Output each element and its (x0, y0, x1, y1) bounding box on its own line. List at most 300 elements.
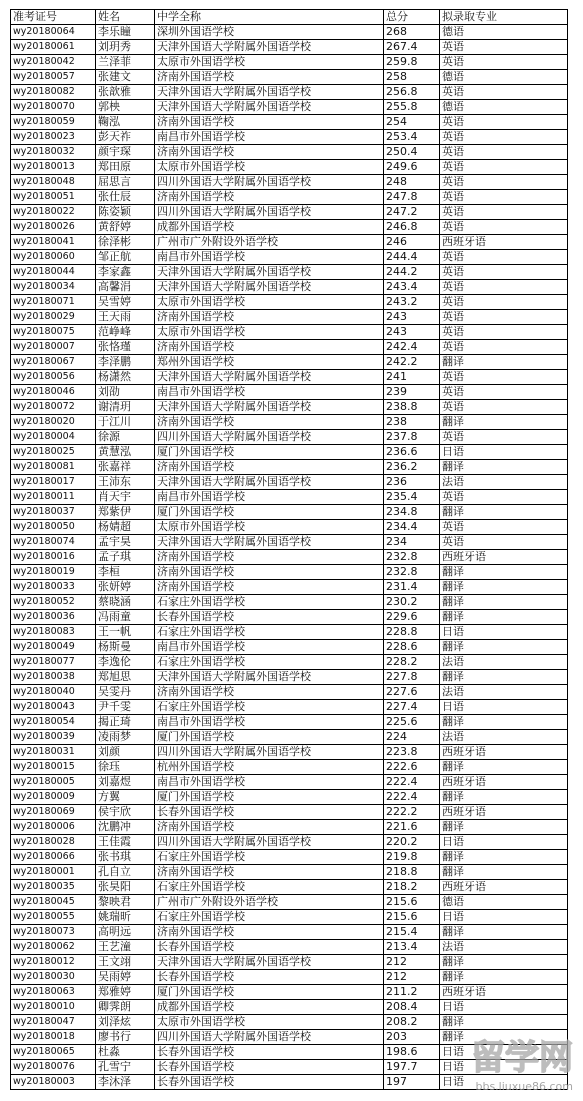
cell-score: 267.4 (384, 40, 440, 55)
cell-name: 高明远 (96, 925, 155, 940)
cell-score: 248 (384, 175, 440, 190)
cell-major: 翻译 (440, 565, 568, 580)
cell-score: 220.2 (384, 835, 440, 850)
table-row (11, 130, 568, 145)
cell-name: 廖书行 (96, 1030, 155, 1045)
cell-score: 249.6 (384, 160, 440, 175)
cell-school: 广州市广外附设外语学校 (155, 895, 384, 910)
cell-exam-id: wy20180042 (11, 55, 96, 70)
cell-score: 243 (384, 325, 440, 340)
table-row (11, 535, 568, 550)
cell-score: 234.4 (384, 520, 440, 535)
cell-score: 268 (384, 25, 440, 40)
table-row (11, 250, 568, 265)
cell-exam-id: wy20180041 (11, 235, 96, 250)
table-row (11, 145, 568, 160)
cell-school: 长春外国语学校 (155, 610, 384, 625)
cell-major: 日语 (440, 1000, 568, 1015)
cell-exam-id: wy20180037 (11, 505, 96, 520)
cell-name: 孔雪宁 (96, 1060, 155, 1075)
table-row (11, 595, 568, 610)
cell-exam-id: wy20180083 (11, 625, 96, 640)
cell-school: 天津外国语大学附属外国语学校 (155, 475, 384, 490)
cell-name: 黄舒婷 (96, 220, 155, 235)
cell-school: 南昌市外国语学校 (155, 775, 384, 790)
cell-school: 太原市外国语学校 (155, 55, 384, 70)
table-row (11, 625, 568, 640)
cell-major: 英语 (440, 115, 568, 130)
header-school: 中学全称 (155, 10, 384, 25)
cell-school: 成都外国语学校 (155, 220, 384, 235)
cell-school: 南昌市外国语学校 (155, 490, 384, 505)
table-row (11, 805, 568, 820)
cell-school: 南昌市外国语学校 (155, 250, 384, 265)
cell-school: 济南外国语学校 (155, 685, 384, 700)
cell-name: 郑雅婷 (96, 985, 155, 1000)
cell-major: 英语 (440, 145, 568, 160)
cell-school: 济南外国语学校 (155, 925, 384, 940)
cell-score: 212 (384, 970, 440, 985)
cell-major: 英语 (440, 85, 568, 100)
cell-major: 翻译 (440, 415, 568, 430)
table-row (11, 235, 568, 250)
cell-score: 246 (384, 235, 440, 250)
cell-major: 英语 (440, 160, 568, 175)
cell-score: 227.8 (384, 670, 440, 685)
cell-name: 杨斯曼 (96, 640, 155, 655)
cell-score: 222.2 (384, 805, 440, 820)
table-row (11, 865, 568, 880)
cell-school: 石家庄外国语学校 (155, 700, 384, 715)
table-row (11, 100, 568, 115)
cell-score: 232.8 (384, 565, 440, 580)
cell-score: 234 (384, 535, 440, 550)
cell-score: 258 (384, 70, 440, 85)
cell-name: 邹正航 (96, 250, 155, 265)
cell-school: 天津外国语大学附属外国语学校 (155, 955, 384, 970)
cell-school: 南昌市外国语学校 (155, 130, 384, 145)
cell-major: 日语 (440, 700, 568, 715)
watermark-logo (425, 1035, 575, 1075)
cell-score: 239 (384, 385, 440, 400)
cell-major: 英语 (440, 400, 568, 415)
cell-exam-id: wy20180039 (11, 730, 96, 745)
cell-name: 吴雨婷 (96, 970, 155, 985)
cell-score: 243.4 (384, 280, 440, 295)
cell-school: 天津外国语大学附属外国语学校 (155, 40, 384, 55)
cell-major: 西班牙语 (440, 985, 568, 1000)
cell-school: 四川外国语大学附属外国语学校 (155, 1030, 384, 1045)
cell-score: 247.2 (384, 205, 440, 220)
table-row (11, 340, 568, 355)
cell-exam-id: wy20180069 (11, 805, 96, 820)
table-row (11, 925, 568, 940)
cell-exam-id: wy20180081 (11, 460, 96, 475)
cell-score: 228.8 (384, 625, 440, 640)
admission-list-table (10, 9, 568, 1090)
cell-score: 242.4 (384, 340, 440, 355)
cell-school: 长春外国语学校 (155, 805, 384, 820)
header-score: 总分 (384, 10, 440, 25)
cell-exam-id: wy20180062 (11, 940, 96, 955)
cell-school: 济南外国语学校 (155, 190, 384, 205)
cell-exam-id: wy20180049 (11, 640, 96, 655)
cell-exam-id: wy20180082 (11, 85, 96, 100)
cell-major: 日语 (440, 910, 568, 925)
cell-name: 郭柍 (96, 100, 155, 115)
cell-score: 230.2 (384, 595, 440, 610)
table-row (11, 835, 568, 850)
cell-major: 西班牙语 (440, 775, 568, 790)
cell-major: 英语 (440, 190, 568, 205)
table-row (11, 985, 568, 1000)
cell-major: 德语 (440, 70, 568, 85)
cell-major: 英语 (440, 220, 568, 235)
cell-major: 日语 (440, 445, 568, 460)
table-row (11, 640, 568, 655)
cell-score: 198.6 (384, 1045, 440, 1060)
cell-exam-id: wy20180034 (11, 280, 96, 295)
cell-name: 王文翊 (96, 955, 155, 970)
cell-exam-id: wy20180003 (11, 1075, 96, 1090)
table-row (11, 670, 568, 685)
cell-exam-id: wy20180064 (11, 25, 96, 40)
cell-school: 济南外国语学校 (155, 310, 384, 325)
cell-school: 郑州外国语学校 (155, 355, 384, 370)
cell-major: 日语 (440, 1075, 568, 1090)
header-exam-id: 准考证号 (11, 10, 96, 25)
cell-exam-id: wy20180075 (11, 325, 96, 340)
cell-exam-id: wy20180004 (11, 430, 96, 445)
cell-major: 英语 (440, 40, 568, 55)
cell-school: 天津外国语大学附属外国语学校 (155, 100, 384, 115)
cell-name: 屈思言 (96, 175, 155, 190)
cell-school: 天津外国语大学附属外国语学校 (155, 85, 384, 100)
cell-school: 成都外国语学校 (155, 1000, 384, 1015)
cell-name: 张妍婷 (96, 580, 155, 595)
header-name: 姓名 (96, 10, 155, 25)
cell-exam-id: wy20180017 (11, 475, 96, 490)
cell-name: 王沛东 (96, 475, 155, 490)
cell-score: 215.6 (384, 910, 440, 925)
table-row (11, 1000, 568, 1015)
table-row (11, 715, 568, 730)
cell-school: 济南外国语学校 (155, 460, 384, 475)
cell-score: 225.6 (384, 715, 440, 730)
cell-name: 刘嘉煜 (96, 775, 155, 790)
cell-name: 于江川 (96, 415, 155, 430)
cell-score: 254 (384, 115, 440, 130)
cell-school: 长春外国语学校 (155, 940, 384, 955)
cell-name: 刘玥秀 (96, 40, 155, 55)
cell-name: 郑紫伊 (96, 505, 155, 520)
cell-exam-id: wy20180035 (11, 880, 96, 895)
cell-major: 日语 (440, 1060, 568, 1075)
cell-score: 219.8 (384, 850, 440, 865)
cell-exam-id: wy20180007 (11, 340, 96, 355)
table-row (11, 175, 568, 190)
cell-name: 郑旭思 (96, 670, 155, 685)
cell-name: 杜淼 (96, 1045, 155, 1060)
table-row (11, 355, 568, 370)
cell-score: 211.2 (384, 985, 440, 1000)
table-header-row (11, 10, 568, 25)
cell-score: 224 (384, 730, 440, 745)
table-row (11, 895, 568, 910)
cell-score: 232.8 (384, 550, 440, 565)
cell-score: 222.6 (384, 760, 440, 775)
cell-name: 方翼 (96, 790, 155, 805)
table-row (11, 475, 568, 490)
cell-score: 215.4 (384, 925, 440, 940)
cell-exam-id: wy20180051 (11, 190, 96, 205)
cell-exam-id: wy20180057 (11, 70, 96, 85)
cell-score: 197 (384, 1075, 440, 1090)
cell-school: 济南外国语学校 (155, 70, 384, 85)
cell-name: 凌雨梦 (96, 730, 155, 745)
cell-major: 翻译 (440, 715, 568, 730)
cell-score: 250.4 (384, 145, 440, 160)
table-row (11, 190, 568, 205)
cell-school: 厦门外国语学校 (155, 730, 384, 745)
cell-major: 英语 (440, 55, 568, 70)
cell-exam-id: wy20180065 (11, 1045, 96, 1060)
cell-exam-id: wy20180026 (11, 220, 96, 235)
cell-exam-id: wy20180063 (11, 985, 96, 1000)
cell-school: 太原市外国语学校 (155, 325, 384, 340)
cell-exam-id: wy20180055 (11, 910, 96, 925)
cell-exam-id: wy20180066 (11, 850, 96, 865)
cell-score: 234.8 (384, 505, 440, 520)
cell-name: 彭天祚 (96, 130, 155, 145)
cell-exam-id: wy20180071 (11, 295, 96, 310)
cell-major: 日语 (440, 835, 568, 850)
cell-major: 翻译 (440, 1030, 568, 1045)
cell-school: 石家庄外国语学校 (155, 625, 384, 640)
cell-score: 243 (384, 310, 440, 325)
cell-name: 尹千雯 (96, 700, 155, 715)
cell-major: 翻译 (440, 1015, 568, 1030)
cell-score: 208.2 (384, 1015, 440, 1030)
cell-major: 翻译 (440, 595, 568, 610)
cell-score: 244.2 (384, 265, 440, 280)
cell-major: 翻译 (440, 925, 568, 940)
cell-exam-id: wy20180047 (11, 1015, 96, 1030)
cell-school: 四川外国语大学附属外国语学校 (155, 745, 384, 760)
table-row (11, 295, 568, 310)
table-row (11, 850, 568, 865)
cell-school: 长春外国语学校 (155, 970, 384, 985)
table-row (11, 655, 568, 670)
cell-name: 李家鑫 (96, 265, 155, 280)
cell-major: 翻译 (440, 790, 568, 805)
cell-name: 兰泽菲 (96, 55, 155, 70)
table-row (11, 880, 568, 895)
table-row (11, 955, 568, 970)
cell-name: 李乐瞳 (96, 25, 155, 40)
cell-major: 翻译 (440, 580, 568, 595)
cell-exam-id: wy20180029 (11, 310, 96, 325)
cell-exam-id: wy20180045 (11, 895, 96, 910)
cell-exam-id: wy20180030 (11, 970, 96, 985)
cell-exam-id: wy20180023 (11, 130, 96, 145)
cell-name: 李泽鹏 (96, 355, 155, 370)
table-row (11, 400, 568, 415)
header-major: 拟录取专业 (440, 10, 568, 25)
cell-major: 日语 (440, 625, 568, 640)
cell-exam-id: wy20180052 (11, 595, 96, 610)
cell-score: 223.8 (384, 745, 440, 760)
cell-major: 翻译 (440, 640, 568, 655)
cell-major: 日语 (440, 1045, 568, 1060)
cell-name: 张恪瑾 (96, 340, 155, 355)
cell-score: 229.6 (384, 610, 440, 625)
cell-exam-id: wy20180033 (11, 580, 96, 595)
table-row (11, 415, 568, 430)
cell-school: 天津外国语大学附属外国语学校 (155, 265, 384, 280)
cell-major: 英语 (440, 175, 568, 190)
cell-exam-id: wy20180032 (11, 145, 96, 160)
cell-exam-id: wy20180073 (11, 925, 96, 940)
cell-name: 鞠泓 (96, 115, 155, 130)
table-row (11, 40, 568, 55)
cell-major: 翻译 (440, 355, 568, 370)
table-row (11, 940, 568, 955)
cell-name: 王一帆 (96, 625, 155, 640)
cell-score: 222.4 (384, 790, 440, 805)
cell-exam-id: wy20180022 (11, 205, 96, 220)
cell-score: 215.6 (384, 895, 440, 910)
table-row (11, 205, 568, 220)
cell-name: 徐珏 (96, 760, 155, 775)
cell-exam-id: wy20180015 (11, 760, 96, 775)
cell-major: 英语 (440, 340, 568, 355)
table-row (11, 445, 568, 460)
table-row (11, 70, 568, 85)
table-row (11, 745, 568, 760)
cell-exam-id: wy20180001 (11, 865, 96, 880)
cell-major: 法语 (440, 655, 568, 670)
cell-major: 英语 (440, 370, 568, 385)
cell-school: 石家庄外国语学校 (155, 910, 384, 925)
cell-exam-id: wy20180025 (11, 445, 96, 460)
cell-score: 247.8 (384, 190, 440, 205)
table-row (11, 160, 568, 175)
cell-score: 213.4 (384, 940, 440, 955)
cell-major: 翻译 (440, 505, 568, 520)
cell-major: 英语 (440, 280, 568, 295)
cell-school: 天津外国语大学附属外国语学校 (155, 670, 384, 685)
cell-major: 翻译 (440, 820, 568, 835)
cell-school: 长春外国语学校 (155, 1045, 384, 1060)
cell-score: 227.6 (384, 685, 440, 700)
table-row (11, 760, 568, 775)
cell-school: 南昌市外国语学校 (155, 640, 384, 655)
cell-name: 杨潇然 (96, 370, 155, 385)
cell-major: 法语 (440, 940, 568, 955)
cell-name: 张建文 (96, 70, 155, 85)
cell-name: 吴雯丹 (96, 685, 155, 700)
table-row (11, 685, 568, 700)
cell-school: 济南外国语学校 (155, 145, 384, 160)
cell-school: 天津外国语大学附属外国语学校 (155, 400, 384, 415)
cell-school: 四川外国语大学附属外国语学校 (155, 205, 384, 220)
cell-major: 法语 (440, 475, 568, 490)
table-row (11, 610, 568, 625)
cell-name: 孔自立 (96, 865, 155, 880)
cell-name: 王佳霞 (96, 835, 155, 850)
cell-name: 揭正琦 (96, 715, 155, 730)
cell-name: 徐泽彬 (96, 235, 155, 250)
table-row (11, 370, 568, 385)
cell-school: 石家庄外国语学校 (155, 880, 384, 895)
table-row (11, 730, 568, 745)
cell-school: 石家庄外国语学校 (155, 850, 384, 865)
cell-score: 218.8 (384, 865, 440, 880)
cell-exam-id: wy20180006 (11, 820, 96, 835)
cell-score: 238.8 (384, 400, 440, 415)
cell-school: 济南外国语学校 (155, 340, 384, 355)
cell-name: 李逸伦 (96, 655, 155, 670)
cell-school: 厦门外国语学校 (155, 790, 384, 805)
cell-school: 厦门外国语学校 (155, 445, 384, 460)
cell-exam-id: wy20180020 (11, 415, 96, 430)
cell-exam-id: wy20180038 (11, 670, 96, 685)
cell-school: 济南外国语学校 (155, 115, 384, 130)
cell-school: 济南外国语学校 (155, 550, 384, 565)
table-row (11, 490, 568, 505)
cell-school: 石家庄外国语学校 (155, 655, 384, 670)
cell-exam-id: wy20180060 (11, 250, 96, 265)
table-row (11, 550, 568, 565)
table-row (11, 910, 568, 925)
table-row (11, 115, 568, 130)
cell-major: 翻译 (440, 460, 568, 475)
cell-major: 翻译 (440, 970, 568, 985)
cell-school: 南昌市外国语学校 (155, 385, 384, 400)
cell-name: 张嘉祥 (96, 460, 155, 475)
cell-name: 吴雪婷 (96, 295, 155, 310)
cell-score: 227.4 (384, 700, 440, 715)
watermark-url: bbs.liuxue86.com (475, 1080, 573, 1093)
site-watermark (425, 1035, 575, 1093)
cell-exam-id: wy20180013 (11, 160, 96, 175)
cell-school: 济南外国语学校 (155, 865, 384, 880)
cell-score: 235.4 (384, 490, 440, 505)
cell-score: 243.2 (384, 295, 440, 310)
table-row (11, 265, 568, 280)
cell-name: 黎映君 (96, 895, 155, 910)
cell-exam-id: wy20180019 (11, 565, 96, 580)
cell-name: 冯雨童 (96, 610, 155, 625)
cell-school: 长春外国语学校 (155, 1075, 384, 1090)
cell-school: 济南外国语学校 (155, 580, 384, 595)
table-row (11, 970, 568, 985)
table-row (11, 565, 568, 580)
cell-score: 218.2 (384, 880, 440, 895)
cell-major: 翻译 (440, 955, 568, 970)
cell-major: 西班牙语 (440, 880, 568, 895)
table-row (11, 25, 568, 40)
cell-score: 236 (384, 475, 440, 490)
cell-score: 228.6 (384, 640, 440, 655)
cell-name: 范峥峰 (96, 325, 155, 340)
cell-exam-id: wy20180074 (11, 535, 96, 550)
cell-school: 厦门外国语学校 (155, 505, 384, 520)
cell-school: 杭州外国语学校 (155, 760, 384, 775)
cell-school: 太原市外国语学校 (155, 520, 384, 535)
cell-school: 四川外国语大学附属外国语学校 (155, 175, 384, 190)
